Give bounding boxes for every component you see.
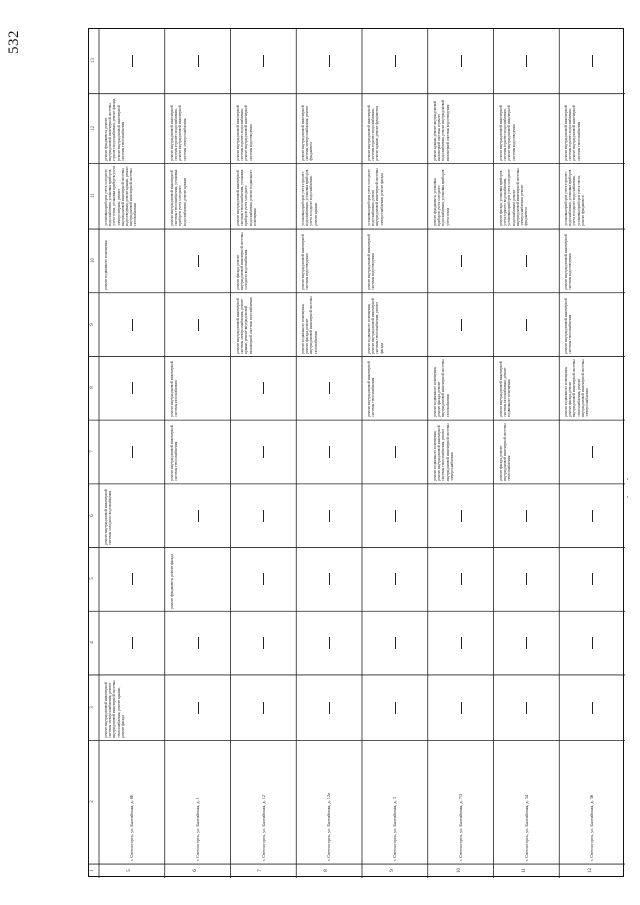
empty-cell-dash — [592, 702, 593, 714]
page-number: 532 — [6, 30, 22, 54]
work-cell: ремонт внутридомовой инженерной системы горячего водоснабжения, ремонт внутридомовой инженерной системы водоотведения — [498, 104, 516, 161]
address-cell: г. Светлогорск, ул. Балтийская, д. 12а — [326, 793, 332, 862]
empty-cell-dash — [526, 637, 527, 649]
row-number: 8 — [323, 869, 329, 872]
work-cell: установка приборов учета горячего водоснабжения, установка приборов учета холодного водоснабжения, ремонт крыши — [301, 170, 318, 227]
empty-cell-dash — [461, 55, 462, 67]
rotated-table — [88, 28, 624, 877]
empty-cell-dash — [198, 702, 199, 714]
empty-cell-dash — [263, 702, 264, 714]
work-cell: ремонт внутридомовой инженерной системы горячего водоснабжения, ремонт крыши, ремонт фундамента — [366, 104, 380, 161]
work-cell: ремонт фасада, ремонт внутридомовой инженерной системы холодного водоснабжения — [235, 232, 248, 290]
work-cell: ремонт внутридомовой инженерной системы теплоснабжения — [169, 425, 178, 481]
column-number: 2 — [89, 800, 95, 804]
empty-cell-dash — [526, 702, 527, 714]
empty-cell-dash — [592, 637, 593, 649]
empty-cell-dash — [329, 55, 330, 67]
scan-speck — [627, 478, 628, 480]
work-cell: ремонт внутридомовой инженерной системы газоснабжения, ремонт подвального помещения — [498, 361, 511, 418]
empty-cell-dash — [395, 573, 396, 585]
work-cell: ремонт внутридомовой инженерной системы теплоснабжения, установка приборов учета холодного водоснабжения, ремонт крыши — [169, 169, 187, 227]
work-cell: ремонт фундамента, ремонт фасада — [169, 553, 174, 609]
work-cell: установка приборов учета холодного водоснабжения, ремонт внутридомовой инженерной системы электроснабжения, ремонт фасада — [366, 168, 384, 227]
empty-cell-dash — [198, 255, 199, 267]
work-cell: ремонт подвального помещения, ремонт фасада, ремонт внутридомовой инженерной системы газоснабжения — [301, 296, 318, 354]
empty-cell-dash — [263, 446, 264, 458]
empty-cell-dash — [132, 637, 133, 649]
empty-cell-dash — [198, 319, 199, 331]
scan-speck — [627, 496, 628, 498]
address-cell: г. Светлогорск, ул. Балтийская, д. 36 — [589, 795, 595, 862]
empty-cell-dash — [198, 510, 199, 522]
work-cell: ремонт внутридомовой инженерной системы электроснабжения, ремонт фундамента — [301, 104, 314, 161]
address-cell: г. Светлогорск, ул. Балтийская, д. 34 — [523, 795, 529, 862]
empty-cell-dash — [526, 55, 527, 67]
work-cell: ремонт внутридомовой инженерной системы водоотведения — [366, 234, 376, 290]
column-number: 10 — [91, 257, 96, 263]
empty-cell-dash — [132, 446, 133, 458]
empty-cell-dash — [198, 55, 199, 67]
column-number: 4 — [89, 641, 95, 644]
work-cell: установка приборов учета горячего водоснабжения, установка приборов учета холодного водоснабжения, установка приборов учета тепла, ремонт фундамента — [564, 170, 586, 227]
empty-cell-dash — [592, 510, 593, 522]
work-cell: ремонт внутридомовой инженерной системы холодного водоснабжения — [103, 489, 113, 545]
empty-cell-dash — [395, 510, 396, 522]
work-cell: ремонт подвального помещения — [103, 240, 108, 290]
empty-cell-dash — [395, 637, 396, 649]
work-cell: ремонт внутридомовой инженерной системы теплоснабжения — [366, 361, 376, 418]
empty-cell-dash — [329, 382, 330, 394]
column-number: 6 — [89, 513, 95, 517]
work-cell: ремонт фасада, ремонт внутридомовой инженерной системы теплоснабжения — [498, 423, 511, 481]
work-cell: установка приборов учета холодного водоснабжения, установка приборов учета тепла, установка приборов учета электроэнергии, ремонт внутридомовой инженерной системы водоотведения, ремонт крыши, ремонт внутридомовой инженерной системы газоснабжения — [103, 166, 138, 227]
empty-cell-dash — [132, 55, 133, 67]
empty-cell-dash — [395, 702, 396, 714]
empty-cell-dash — [263, 510, 264, 522]
address-cell: г. Светлогорск, ул. Балтийская, д. 7/2 — [458, 794, 464, 862]
row-number: 12 — [588, 868, 594, 874]
empty-cell-dash — [329, 637, 330, 649]
column-number: 12 — [91, 125, 96, 131]
empty-cell-dash — [395, 55, 396, 67]
row-number: 7 — [258, 869, 264, 872]
work-cell: ремонт фундамента, ремонт внутридомовой инженерной системы горячего водоснабжения, ремонт фасада, ремонт внутридомовой инженерной системы теплоснабжения — [103, 97, 125, 161]
empty-cell-dash — [526, 510, 527, 522]
empty-cell-dash — [461, 255, 462, 267]
empty-cell-dash — [263, 573, 264, 585]
empty-cell-dash — [395, 446, 396, 458]
address-cell: г. Светлогорск, ул. Балтийская, д. 1 — [195, 797, 201, 862]
empty-cell-dash — [461, 702, 462, 714]
row-number: 6 — [192, 869, 198, 872]
row-number: 5 — [126, 869, 132, 872]
work-cell: ремонт внутридомовой инженерной системы водоотведения — [564, 234, 573, 290]
column-number: 3 — [89, 706, 95, 709]
column-number: 11 — [90, 193, 96, 199]
column-number: 9 — [89, 322, 95, 326]
work-cell: ремонт внутридомовой инженерной системы горячего водоснабжения, ремонт внутридомовой инженерной системы теплоснабжения — [564, 104, 581, 161]
work-cell: ремонт крыши, ремонт внутридомовой инженерной системы горячего водоснабжения, ремонт внутридомовой инженерной системы водоотведения — [432, 99, 450, 161]
empty-cell-dash — [132, 382, 133, 394]
empty-cell-dash — [461, 637, 462, 649]
row-number: 9 — [389, 869, 395, 872]
work-cell: ремонт внутридомовой инженерной системы электроснабжения, ремонт крыши, ремонт внутридомовой инженерной системы газоснабжения — [235, 297, 253, 354]
empty-cell-dash — [461, 510, 462, 522]
work-cell: ремонт фундамента, установка приборов учета холодного водоснабжения, установка приборов учета тепла — [432, 170, 450, 227]
empty-cell-dash — [526, 319, 527, 331]
empty-cell-dash — [526, 573, 527, 585]
empty-cell-dash — [461, 573, 462, 585]
empty-cell-dash — [329, 446, 330, 458]
address-cell: г. Светлогорск, ул. Балтийская, д. 12 — [260, 795, 266, 862]
work-cell: ремонт внутридомовой инженерной системы водоотведения — [301, 234, 310, 290]
work-cell: ремонт подвального помещения, ремонт внутридомовой инженерной системы теплоснабжения, ремонт фасада — [366, 298, 384, 354]
work-cell: ремонт подвального помещения, ремонт внутридомовой инженерной системы теплоснабжения, ремонт внутридомовой инженерной системы электроснабжения — [432, 423, 454, 481]
column-number: 5 — [89, 577, 95, 581]
work-cell: ремонт фасада, установка приборов учета горячего водоснабжения, установка приборов учета холодного водоснабжения, ремонт внутридомовой инженерной системы электроснабжения, ремонт фундамента — [498, 168, 528, 227]
work-cell: ремонт подвального помещения, ремонт фасада, ремонт внутридомовой инженерной системы газоснабжения — [432, 359, 450, 418]
work-cell: ремонт внутридомовой инженерной системы горячего водоснабжения, ремонт внутридомовой инженерной системы водоотведения — [235, 104, 253, 161]
empty-cell-dash — [592, 55, 593, 67]
empty-cell-dash — [592, 573, 593, 585]
empty-cell-dash — [329, 702, 330, 714]
work-cell: ремонт подвального помещения, ремонт фасада, ремонт внутридомовой инженерной системы теплоснабжения, ремонт внутридомовой инженерной системы электроснабжения — [564, 359, 590, 418]
row-number: 11 — [522, 868, 528, 873]
empty-cell-dash — [461, 319, 462, 331]
work-cell: ремонт внутридомовой инженерной системы электроснабжения, ремонт внутридомовой инженерной системы теплоснабжения, ремонт крыши, ремонт фасада — [103, 680, 125, 738]
empty-cell-dash — [329, 510, 330, 522]
column-number: 1 — [89, 869, 95, 872]
empty-cell-dash — [263, 637, 264, 649]
column-number: 7 — [89, 450, 95, 453]
empty-cell-dash — [526, 255, 527, 267]
work-cell: ремонт внутридомовой инженерной системы горячего водоснабжения, ремонт внутридомовой инженерной системы электроснабжения — [169, 104, 187, 161]
empty-cell-dash — [198, 637, 199, 649]
column-number: 8 — [89, 386, 95, 390]
work-cell: ремонт внутридомовой инженерной системы теплоснабжения, установка приборов учета холодного водоснабжения, ремонт подвального помещения — [235, 169, 257, 227]
address-cell: г. Светлогорск, ул. Балтийская, д. 3 — [392, 797, 398, 862]
empty-cell-dash — [592, 446, 593, 458]
empty-cell-dash — [263, 382, 264, 394]
address-cell: г. Светлогорск, ул. Балтийская, д. 8Е — [129, 794, 135, 862]
empty-cell-dash — [263, 55, 264, 67]
work-cell: ремонт внутридомовой инженерной системы газоснабжения — [169, 361, 178, 418]
empty-cell-dash — [132, 573, 133, 585]
empty-cell-dash — [132, 319, 133, 331]
empty-cell-dash — [329, 573, 330, 585]
column-number: 13 — [91, 58, 96, 64]
work-cell: ремонт внутридомовой инженерной системы теплоснабжения — [564, 298, 573, 354]
row-number: 10 — [456, 868, 462, 874]
